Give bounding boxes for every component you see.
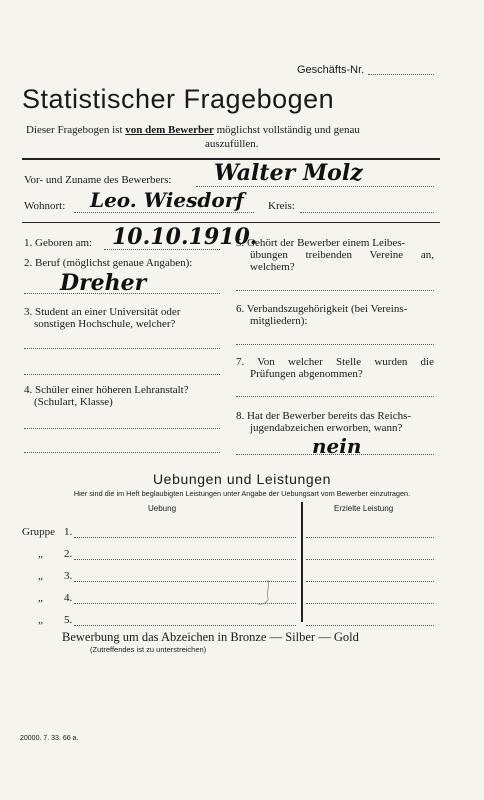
q3-field-2[interactable]	[24, 374, 220, 375]
row-ditto-4: „	[38, 592, 43, 604]
row-ditto-5: „	[38, 614, 43, 626]
q8-line-1: 8. Hat der Bewerber bereits das Reichs-	[236, 410, 412, 422]
q4-line-1: 4. Schüler einer höheren Lehranstalt?	[24, 384, 189, 396]
geschaefts-nr-field[interactable]	[368, 74, 434, 75]
q8-value: nein	[312, 434, 362, 458]
q5-line-1: 5. Gehört der Bewerber einem Leibes-	[236, 237, 406, 249]
uebung-field[interactable]	[74, 559, 296, 560]
intro-line-1	[26, 124, 360, 136]
leistung-field[interactable]	[306, 559, 434, 560]
q4-field-1[interactable]	[24, 428, 220, 429]
name-label: Vor- und Zuname des Bewerbers:	[24, 174, 172, 186]
leistung-field[interactable]	[306, 537, 434, 538]
row-number: 1.	[64, 526, 73, 538]
exercises-heading: Uebungen und Leistungen	[152, 471, 332, 487]
wohnort-label: Wohnort:	[24, 200, 66, 212]
uebung-field[interactable]	[74, 625, 296, 626]
q1-label: 1. Geboren am:	[24, 237, 93, 249]
q8-line-2: jugendabzeichen erworben, wann?	[250, 422, 403, 434]
row-ditto-3: „	[38, 570, 43, 582]
wohnort-field[interactable]	[74, 212, 254, 213]
q4-line-2: (Schulart, Klasse)	[34, 396, 113, 408]
q6-line-1: 6. Verbandszugehörigkeit (bei Vereins-	[236, 303, 408, 315]
intro-line-2: auszufüllen.	[205, 138, 259, 150]
name-field[interactable]	[196, 186, 434, 187]
q1-value: 10.10.1910.	[112, 224, 258, 250]
pencil-mark	[254, 578, 274, 608]
q7-line-2: Prüfungen abgenommen?	[250, 368, 363, 380]
leistung-field[interactable]	[306, 603, 434, 604]
intro-emphasis: von dem Bewerber	[125, 124, 214, 136]
column-divider	[301, 502, 303, 622]
row-number: 5.	[64, 614, 73, 626]
col-header-leistung: Erzielte Leistung	[334, 504, 394, 513]
q2-label: 2. Beruf (möglichst genaue Angaben):	[24, 257, 193, 269]
name-value: Walter Molz	[214, 160, 363, 186]
q2-value: Dreher	[60, 270, 147, 296]
exercises-note: Hier sind die im Heft beglaubigten Leistungen unter Angabe der Uebungsart vom Bewerber einzutragen.	[73, 489, 411, 498]
intro-after: möglichst vollständig und genau	[216, 124, 360, 136]
uebung-field[interactable]	[74, 537, 296, 538]
q5-line-3: welchem?	[250, 261, 295, 273]
award-note: (Zutreffendes ist zu unterstreichen)	[90, 645, 207, 654]
divider-applicant	[22, 222, 440, 223]
kreis-field[interactable]	[300, 212, 434, 213]
wohnort-value: Leo. Wiesdorf	[90, 188, 244, 212]
geschaefts-nr-label: Geschäfts-Nr.	[297, 64, 365, 76]
award-line: Bewerbung um das Abzeichen in Bronze — Silber — Gold	[62, 630, 359, 644]
q5-field-1[interactable]	[236, 290, 434, 291]
col-header-uebung: Uebung	[148, 504, 177, 513]
q5-line-2: übungen treibenden Vereine an,	[250, 249, 434, 261]
print-code: 20000. 7. 33. 66 a.	[20, 735, 79, 742]
row-number: 4.	[64, 592, 73, 604]
gruppe-label: Gruppe	[22, 526, 55, 538]
row-number: 2.	[64, 548, 73, 560]
q3-line-1: 3. Student an einer Universität oder	[24, 306, 181, 318]
q6-field-1[interactable]	[236, 344, 434, 345]
q3-field-1[interactable]	[24, 348, 220, 349]
page-title: Statistischer Fragebogen	[22, 84, 335, 114]
q2-field-1[interactable]	[24, 293, 220, 294]
q3-line-2: sonstigen Hochschule, welcher?	[34, 318, 176, 330]
row-ditto-2: „	[38, 548, 43, 560]
q6-line-2: mitgliedern):	[250, 315, 308, 327]
q7-field-1[interactable]	[236, 396, 434, 397]
q7-line-1: 7. Von welcher Stelle wurden die	[236, 356, 434, 368]
leistung-field[interactable]	[306, 581, 434, 582]
kreis-label: Kreis:	[268, 200, 295, 212]
leistung-field[interactable]	[306, 625, 434, 626]
row-number: 3.	[64, 570, 73, 582]
q8-field-1[interactable]	[236, 454, 434, 455]
q4-field-2[interactable]	[24, 452, 220, 453]
intro-before: Dieser Fragebogen ist	[26, 124, 123, 136]
